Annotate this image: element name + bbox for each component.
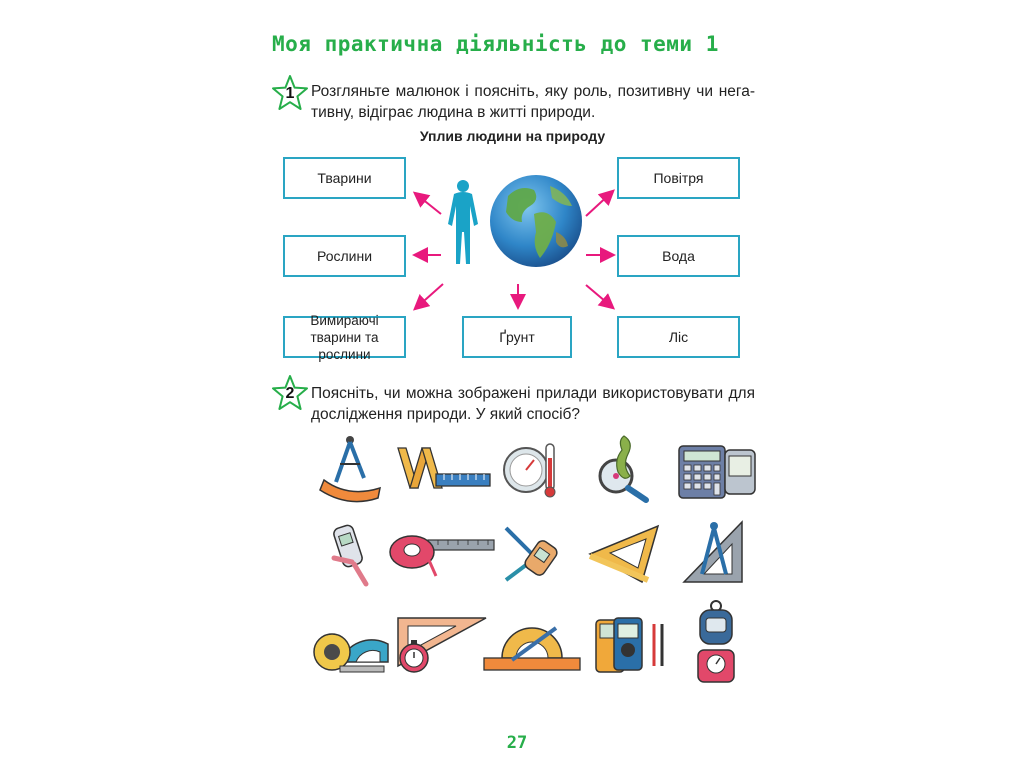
arrow-animals — [416, 194, 441, 214]
box-animals: Тварини — [283, 157, 406, 199]
arrow-forest — [586, 285, 612, 307]
box-water: Вода — [617, 235, 740, 277]
set-square-stopwatch-icon — [396, 614, 488, 676]
task-2-text: Поясніть, чи можна зображені прилади використовувати для дослідження природи. У який спосіб? — [311, 385, 755, 423]
task-2-number: 2 — [285, 385, 295, 402]
box-endangered: Вимираючі тварини та рослини — [283, 316, 406, 358]
task-1-number: 1 — [285, 85, 295, 102]
page-number: 27 — [506, 733, 528, 753]
task-2-star-icon — [271, 374, 309, 412]
calculator-icon — [677, 444, 757, 500]
drawing-compass-icon — [680, 518, 746, 586]
task-1-text: Розгляньте малюнок і поясніть, яку роль, позитивну чи нега-тивну, відіграє людина в житті природи. — [311, 83, 755, 121]
compass-arc-icon — [318, 432, 384, 506]
tape-measure-icon — [388, 528, 498, 578]
weight-scale-icon — [694, 600, 738, 684]
box-forest: Ліс — [617, 316, 740, 358]
lizard-magnifier-icon — [594, 432, 652, 504]
page-title: Моя практична діяльність до теми 1 — [272, 32, 719, 56]
protractor-ruler-icon — [482, 618, 582, 674]
folding-ruler-icon — [396, 444, 492, 492]
diagram-title: Уплив людини на природу — [419, 128, 606, 144]
arrow-endangered — [416, 284, 443, 308]
tape-protractor-icon — [310, 614, 390, 674]
box-air: Повітря — [617, 157, 740, 199]
arrow-air — [586, 192, 612, 216]
thermometer-gauge-icon — [502, 440, 560, 500]
box-plants: Рослини — [283, 235, 406, 277]
thermometer-probe-icon — [502, 524, 562, 584]
set-square-icon — [586, 522, 660, 584]
globe-icon — [490, 175, 582, 267]
human-figure-icon — [448, 180, 478, 264]
multimeter-icon — [594, 614, 668, 678]
digital-thermometer-icon — [326, 524, 372, 588]
box-soil: Ґрунт — [462, 316, 572, 358]
